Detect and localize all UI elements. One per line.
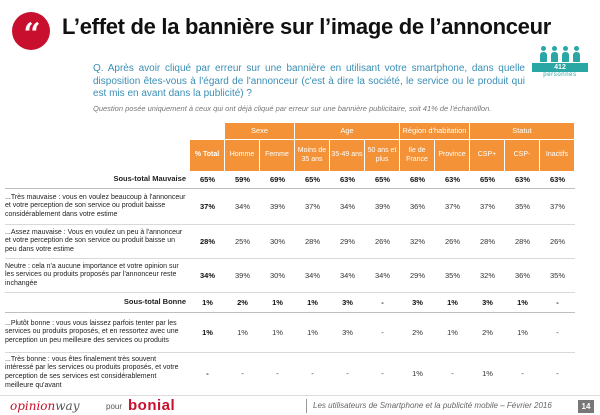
cell-value: 34% xyxy=(339,271,355,280)
cell-value: 35% xyxy=(444,271,460,280)
cell-value: - xyxy=(381,328,384,337)
group-header-statut: Statut xyxy=(470,123,575,140)
cell-value: 25% xyxy=(234,237,250,246)
cell-value: 39% xyxy=(374,202,390,211)
cell-value: 36% xyxy=(514,271,530,280)
group-header-row xyxy=(5,123,575,140)
footer xyxy=(0,395,600,415)
cell-value: 59% xyxy=(234,175,250,184)
cell-value: 1% xyxy=(447,298,458,307)
cell-value: 1% xyxy=(202,298,213,307)
cell-value: - xyxy=(381,368,384,378)
cell-value: - xyxy=(241,368,244,378)
cell-value: 34% xyxy=(304,271,320,280)
sample-count: 412 xyxy=(532,63,588,72)
cell-value: 1% xyxy=(517,328,528,337)
cell-value: - xyxy=(556,298,559,307)
row-label: Neutre : cela n'a aucune importance et votre opinion sur les services ou produits proposés par l'annonceur reste inchangée xyxy=(5,262,179,287)
cell-value: 3% xyxy=(482,298,493,307)
cell-value: 37% xyxy=(444,202,460,211)
question-note: Question posée uniquement à ceux qui ont déjà cliqué par erreur sur une bannière publicitaire, soit 41% de l'échantillon. xyxy=(93,104,492,113)
bonial-logo: bonial xyxy=(128,397,176,414)
person-icon xyxy=(550,46,559,62)
column-header: 35-49 ans xyxy=(330,140,365,171)
column-header: Homme xyxy=(225,140,260,171)
person-icon xyxy=(539,46,548,62)
page-number: 14 xyxy=(578,400,594,413)
cell-value: 26% xyxy=(549,237,565,246)
header-spacer xyxy=(5,123,190,140)
row-label: Sous-total Bonne xyxy=(123,297,186,307)
cell-value: 65% xyxy=(479,175,495,184)
survey-question: Q. Après avoir cliqué par erreur sur une bannière en utilisant votre smartphone, dans quelle disposition êtes-vous à l'égard de l'annonceur (c'est à dire la société, le service ou le produit qui est mis en avant dans la publicité) ? xyxy=(93,63,525,99)
cell-value: - xyxy=(451,368,454,378)
cell-value: 1% xyxy=(412,368,423,378)
cell-value: 1% xyxy=(272,328,283,337)
row-label: ...Plutôt bonne : vous vous laissez parfois tenter par les services ou produits proposés, et en ressortez avec une perception un peu meilleure des services ou produits xyxy=(5,319,179,344)
column-header: 50 ans et plus xyxy=(365,140,400,171)
cell-value: 3% xyxy=(412,298,423,307)
cell-value: - xyxy=(206,368,209,378)
cell-value: 34% xyxy=(374,271,390,280)
table-row xyxy=(5,225,575,259)
cell-value: 37% xyxy=(304,202,320,211)
row-label: ...Très mauvaise : vous en voulez beaucoup à l'annonceur et votre perception de son service ou produit baisse considérablement dans votre estime xyxy=(5,193,186,218)
cell-value: 65% xyxy=(304,175,320,184)
cell-value: 28% xyxy=(304,237,320,246)
cell-value: 30% xyxy=(269,271,285,280)
page-title: L’effet de la bannière sur l’image de l’annonceur xyxy=(62,14,551,39)
cell-value: 2% xyxy=(412,328,423,337)
cell-value: 37% xyxy=(199,202,215,211)
cell-value: 1% xyxy=(447,328,458,337)
column-header: Province xyxy=(435,140,470,171)
sample-size-badge xyxy=(532,46,588,80)
row-label: Sous-total Mauvaise xyxy=(113,174,186,184)
cell-value: 69% xyxy=(269,175,285,184)
cell-value: - xyxy=(381,298,384,307)
cell-value: 1% xyxy=(517,298,528,307)
table-row-subtotal-mauvaise xyxy=(5,171,575,189)
cell-value: 28% xyxy=(199,237,215,246)
cell-value: 28% xyxy=(514,237,530,246)
cell-value: - xyxy=(556,328,559,337)
cell-value: 1% xyxy=(307,298,318,307)
cell-value: 29% xyxy=(339,237,355,246)
footer-caption: Les utilisateurs de Smartphone et la publicité mobile – Février 2016 xyxy=(313,401,552,410)
cell-value: 2% xyxy=(237,298,248,307)
column-header: CSP- xyxy=(505,140,540,171)
group-header-age: Age xyxy=(295,123,400,140)
cell-value: 32% xyxy=(409,237,425,246)
sample-label: personnes xyxy=(543,72,577,78)
cell-value: 68% xyxy=(409,175,425,184)
cell-value: 63% xyxy=(444,175,460,184)
group-header-region: Région d'habitation xyxy=(400,123,470,140)
cell-value: 63% xyxy=(514,175,530,184)
cell-value: 1% xyxy=(202,328,213,337)
cell-value: 65% xyxy=(374,175,390,184)
cell-value: 63% xyxy=(549,175,565,184)
column-header: CSP+ xyxy=(470,140,505,171)
quote-logo: “ xyxy=(12,12,50,50)
cell-value: - xyxy=(276,368,279,378)
cell-value: 39% xyxy=(234,271,250,280)
table-row-subtotal-bonne xyxy=(5,293,575,313)
cell-value: 34% xyxy=(199,271,215,280)
row-label: ...Très bonne : vous êtes finalement très souvent intéressé par les services ou produits proposés, et votre perception de ses services est considérablement meilleure qu'avant xyxy=(5,355,179,389)
column-header: Ile de France xyxy=(400,140,435,171)
table-row xyxy=(5,259,575,293)
header-spacer xyxy=(5,140,190,171)
cell-value: 37% xyxy=(549,202,565,211)
column-header: Femme xyxy=(260,140,295,171)
table-row xyxy=(5,353,575,393)
cell-value: 3% xyxy=(342,328,353,337)
brand-way: way xyxy=(55,399,80,413)
cell-value: 34% xyxy=(234,202,250,211)
column-header-row xyxy=(5,140,575,171)
cell-value: - xyxy=(556,368,559,378)
opinionway-logo xyxy=(10,399,79,413)
cell-value: 65% xyxy=(199,175,215,184)
header-spacer xyxy=(190,123,225,140)
people-icon xyxy=(532,46,588,62)
cell-value: - xyxy=(346,368,349,378)
cell-value: 1% xyxy=(237,328,248,337)
footer-pour: pour xyxy=(106,402,123,411)
footer-divider xyxy=(306,399,307,413)
cell-value: 39% xyxy=(269,202,285,211)
cell-value: 29% xyxy=(409,271,425,280)
group-header-sexe: Sexe xyxy=(225,123,295,140)
table-row xyxy=(5,189,575,225)
column-header: Inactifs xyxy=(540,140,575,171)
cell-value: - xyxy=(311,368,314,378)
cell-value: 1% xyxy=(482,368,493,378)
cell-value: - xyxy=(521,368,524,378)
cell-value: 63% xyxy=(339,175,355,184)
cell-value: 34% xyxy=(339,202,355,211)
person-icon xyxy=(572,46,581,62)
cell-value: 36% xyxy=(409,202,425,211)
row-label: ...Assez mauvaise : Vous en voulez un peu à l'annonceur et votre perception de son service ou produit baisse un peu dans votre estime xyxy=(5,228,183,253)
cell-value: 2% xyxy=(482,328,493,337)
cell-value: 28% xyxy=(479,237,495,246)
cell-value: 32% xyxy=(479,271,495,280)
table-row xyxy=(5,313,575,353)
cell-value: 30% xyxy=(269,237,285,246)
cell-value: 3% xyxy=(342,298,353,307)
person-icon xyxy=(561,46,570,62)
results-table xyxy=(5,123,575,393)
column-header: % Total xyxy=(190,140,225,171)
cell-value: 35% xyxy=(514,202,530,211)
cell-value: 37% xyxy=(479,202,495,211)
cell-value: 26% xyxy=(374,237,390,246)
brand-opinion: opinion xyxy=(10,399,56,413)
cell-value: 35% xyxy=(549,271,565,280)
cell-value: 1% xyxy=(307,328,318,337)
cell-value: 26% xyxy=(444,237,460,246)
cell-value: 1% xyxy=(272,298,283,307)
column-header: Moins de 35 ans xyxy=(295,140,330,171)
